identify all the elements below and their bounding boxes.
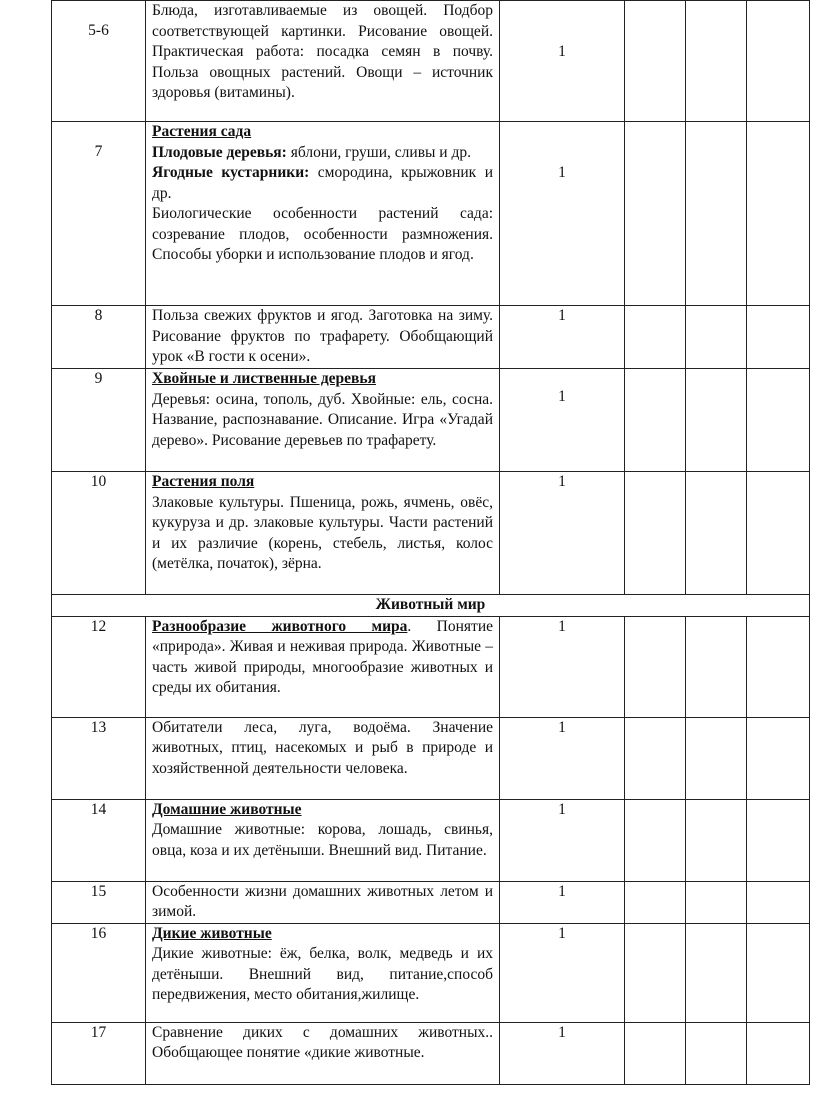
table-row	[52, 717, 810, 799]
topic-text: . Понятие «природа». Живая и неживая природа. Животные – часть живой природы, многообразие животных и среды их обитания.	[152, 617, 493, 696]
lesson-number: 5-6	[52, 1, 146, 122]
topic-heading: Хвойные и лиственные деревья	[152, 370, 376, 387]
topic-heading: Растения сада	[152, 123, 252, 140]
empty-cell	[686, 923, 747, 1022]
lesson-hours: 1	[500, 616, 625, 717]
lesson-topic	[146, 122, 500, 306]
topic-heading: Растения поля	[152, 473, 255, 490]
table-row	[52, 881, 810, 923]
lesson-number: 9	[52, 369, 146, 472]
topic-text: Польза свежих фруктов и ягод. Заготовка на зиму. Рисование фруктов по трафарету. Обобщающий урок «В гости к осени».	[152, 307, 493, 365]
table-row	[52, 369, 810, 472]
empty-cell	[747, 472, 810, 595]
table-row	[52, 923, 810, 1022]
empty-cell	[625, 122, 686, 306]
lesson-hours: 1	[500, 369, 625, 472]
empty-cell	[686, 799, 747, 881]
lesson-topic	[146, 472, 500, 595]
empty-cell	[686, 1022, 747, 1084]
lesson-number: 12	[52, 616, 146, 717]
empty-cell	[625, 717, 686, 799]
topic-heading: Дикие животные	[152, 924, 272, 942]
empty-cell	[625, 881, 686, 923]
topic-text: Злаковые культуры. Пшеница, рожь, ячмень, овёс, кукуруза и др. злаковые культуры. Части растений и их различие (корень, стебель, листья, колос (метёлка, початок), зёрна.	[152, 493, 493, 572]
empty-cell	[625, 1, 686, 122]
table-row	[52, 472, 810, 595]
empty-cell	[625, 799, 686, 881]
lesson-topic	[146, 881, 500, 923]
topic-heading: Домашние животные	[152, 800, 302, 818]
topic-bold-label: Плодовые деревья:	[152, 143, 287, 161]
lesson-number: 8	[52, 306, 146, 369]
lesson-number: 17	[52, 1022, 146, 1084]
lesson-hours: 1	[500, 122, 625, 306]
topic-text: Домашние животные: корова, лошадь, свинья, овца, коза и их детёныши. Внешний вид. Питание.	[152, 821, 493, 859]
empty-cell	[747, 799, 810, 881]
lesson-topic	[146, 923, 500, 1022]
topic-text: Деревья: осина, тополь, дуб. Хвойные: ель, сосна. Название, распознавание. Описание. Игра «Угадай дерево». Рисование деревьев по трафарету.	[152, 390, 493, 449]
table-row	[52, 1022, 810, 1084]
lesson-number: 10	[52, 472, 146, 595]
empty-cell	[747, 1022, 810, 1084]
table-row	[52, 799, 810, 881]
empty-cell	[747, 881, 810, 923]
topic-text: Блюда, изготавливаемые из овощей. Подбор соответствующей картинки. Рисование овощей. Практическая работа: посадка семян в почву. Польза овощных растений. Овощи – источник здоровья (витамины).	[152, 2, 493, 101]
lesson-hours: 1	[500, 472, 625, 595]
topic-text: Сравнение диких с домашних животных.. Обобщающее понятие «дикие животные.	[152, 1023, 493, 1061]
lesson-number: 13	[52, 717, 146, 799]
table-row	[52, 122, 810, 306]
table-row	[52, 306, 810, 369]
lesson-number: 16	[52, 923, 146, 1022]
lesson-hours: 1	[500, 923, 625, 1022]
empty-cell	[747, 717, 810, 799]
topic-text: яблони, груши, сливы и др.	[286, 143, 471, 161]
empty-cell	[625, 1022, 686, 1084]
lesson-hours: 1	[500, 881, 625, 923]
empty-cell	[625, 616, 686, 717]
lesson-topic	[146, 369, 500, 472]
lesson-topic	[146, 799, 500, 881]
empty-cell	[686, 306, 747, 369]
empty-cell	[625, 306, 686, 369]
topic-text: Обитатели леса, луга, водоёма. Значение животных, птиц, насекомых и рыб в природе и хозяйственной деятельности человека.	[152, 718, 493, 777]
section-row	[52, 595, 810, 617]
table-row	[52, 616, 810, 717]
empty-cell	[747, 616, 810, 717]
lesson-hours: 1	[500, 306, 625, 369]
lesson-hours: 1	[500, 1022, 625, 1084]
topic-heading: Разнообразие животного мира	[152, 617, 408, 635]
empty-cell	[625, 472, 686, 595]
empty-cell	[747, 923, 810, 1022]
empty-cell	[747, 369, 810, 472]
empty-cell	[686, 122, 747, 306]
lesson-number: 14	[52, 799, 146, 881]
topic-text: смородина, крыжовник и др.	[152, 164, 493, 202]
empty-cell	[747, 306, 810, 369]
lesson-number: 7	[52, 122, 146, 306]
lesson-topic	[146, 616, 500, 717]
lesson-hours: 1	[500, 717, 625, 799]
lesson-plan-table	[51, 0, 810, 1085]
empty-cell	[686, 616, 747, 717]
topic-text: Дикие животные: ёж, белка, волк, медведь и их детёныши. Внешний вид, питание,способ передвижения, место обитания,жилище.	[152, 945, 493, 1003]
empty-cell	[747, 1, 810, 122]
lesson-topic	[146, 306, 500, 369]
topic-bold-label: Ягодные кустарники:	[152, 164, 310, 181]
topic-text: Биологические особенности растений сада: созревание плодов, особенности размножения. Способы уборки и использование плодов и ягод.	[152, 205, 493, 263]
table-row	[52, 1, 810, 122]
lesson-number: 15	[52, 881, 146, 923]
empty-cell	[686, 472, 747, 595]
empty-cell	[686, 881, 747, 923]
empty-cell	[625, 369, 686, 472]
topic-text: Особенности жизни домашних животных летом и зимой.	[152, 882, 493, 920]
lesson-hours: 1	[500, 799, 625, 881]
section-title: Животный мир	[52, 595, 810, 617]
empty-cell	[686, 369, 747, 472]
lesson-topic	[146, 1, 500, 122]
lesson-topic	[146, 1022, 500, 1084]
lesson-topic	[146, 717, 500, 799]
empty-cell	[747, 122, 810, 306]
empty-cell	[686, 1, 747, 122]
empty-cell	[686, 717, 747, 799]
lesson-hours: 1	[500, 1, 625, 122]
empty-cell	[625, 923, 686, 1022]
